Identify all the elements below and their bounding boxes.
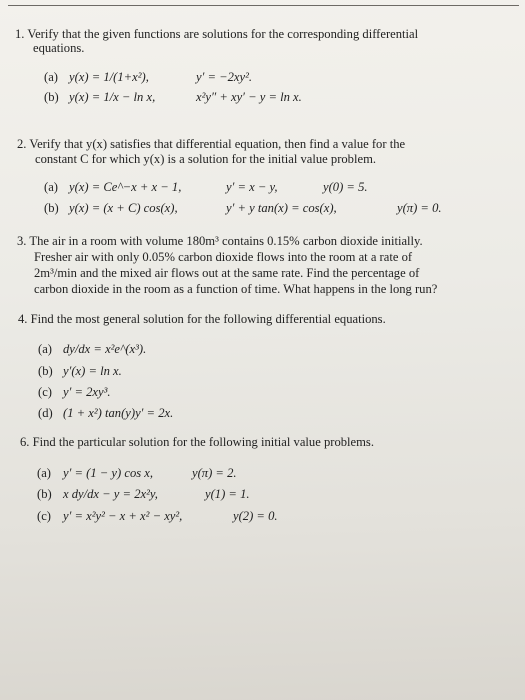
item-label: (c)	[38, 385, 52, 399]
item-label: (c)	[37, 509, 51, 523]
equation: x²y″ + xy′ − y = ln x.	[196, 90, 302, 104]
equation: y′ + y tan(x) = cos(x),	[226, 201, 337, 215]
equation: y(0) = 5.	[323, 180, 368, 194]
equation: y(x) = 1/(1+x²),	[69, 70, 149, 84]
equation: y(x) = 1/x − ln x,	[69, 90, 156, 104]
item-label: (b)	[44, 90, 59, 104]
item-label: (b)	[37, 487, 52, 501]
equation: y′(x) = ln x.	[63, 364, 122, 378]
problem-text: carbon dioxide in the room as a function of time. What happens in the long run?	[34, 282, 438, 296]
equation: (1 + x²) tan(y)y′ = 2x.	[63, 406, 174, 420]
problem-number: 3.	[17, 234, 27, 248]
problem-3-line-1	[17, 234, 423, 249]
problem-text: constant C for which y(x) is a solution for the initial value problem.	[35, 152, 377, 166]
problem-6-line-1	[20, 435, 374, 450]
problem-text: Fresher air with only 0.05% carbon dioxide flows into the room at a rate of	[34, 250, 413, 264]
equation: y(π) = 2.	[192, 466, 237, 480]
top-rule	[8, 5, 519, 6]
item-label: (a)	[44, 180, 58, 194]
problem-text: The air in a room with volume 180m³ contains 0.15% carbon dioxide initially.	[29, 234, 423, 248]
problem-2-line-1	[17, 137, 405, 152]
item-label: (b)	[44, 201, 59, 215]
equation: dy/dx = x²e^(x³).	[63, 342, 147, 356]
problem-number: 4.	[18, 312, 28, 326]
equation: y′ = 2xy³.	[63, 385, 111, 399]
problem-number: 2.	[17, 137, 27, 151]
item-label: (a)	[37, 466, 51, 480]
problem-4-line-1	[18, 312, 386, 327]
item-label: (a)	[38, 342, 52, 356]
problem-text: Verify that the given functions are solutions for the corresponding differential	[27, 27, 419, 41]
equation: y′ = x − y,	[226, 180, 278, 194]
equation: y′ = −2xy².	[196, 70, 253, 84]
problem-1-line-1	[15, 27, 418, 42]
problem-text: Find the most general solution for the following differential equations.	[30, 312, 386, 326]
problem-number: 1.	[15, 27, 25, 41]
equation: x dy/dx − y = 2x²y,	[63, 487, 158, 501]
equation: y(x) = Ce^−x + x − 1,	[69, 180, 182, 194]
equation: y′ = (1 − y) cos x,	[63, 466, 154, 480]
problem-text: Verify that y(x) satisfies that differential equation, then find a value for the	[29, 137, 406, 151]
item-label: (b)	[38, 364, 53, 378]
equation: y(1) = 1.	[205, 487, 250, 501]
problem-text: equations.	[33, 41, 85, 55]
item-label: (a)	[44, 70, 58, 84]
problem-number: 6.	[20, 435, 30, 449]
problem-text: Find the particular solution for the following initial value problems.	[32, 435, 374, 449]
equation: y(2) = 0.	[233, 509, 278, 523]
equation: y(x) = (x + C) cos(x),	[69, 201, 178, 215]
item-label: (d)	[38, 406, 53, 420]
equation: y′ = x²y² − x + x² − xy²,	[63, 509, 183, 523]
equation: y(π) = 0.	[397, 201, 442, 215]
problem-text: 2m³/min and the mixed air flows out at the same rate. Find the percentage of	[34, 266, 420, 280]
